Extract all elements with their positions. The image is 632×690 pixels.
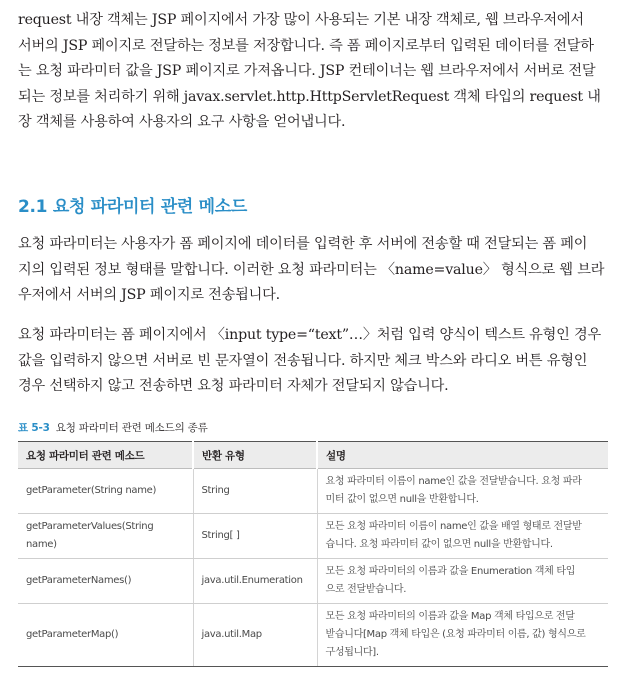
text-line: 요청 파라미터는 사용자가 폼 페이지에 데이터를 입력한 후 서버에 전송할 때 전달되는 폼 페이 [18,236,588,252]
description-cell: 모든 요청 파라미터의 이름과 값을 Enumeration 객체 타입 으로 전달받습니다. [317,559,608,604]
return-type-cell: String[ ] [193,514,317,559]
table-header-row [18,442,608,469]
header-description: 설명 [317,442,608,469]
section-heading: 2.1 요청 파라미터 관련 메소드 [18,197,248,217]
text-line: 되는 정보를 처리하기 위해 javax.servlet.http.HttpServletRequest 객체 타입의 request 내 [18,88,601,105]
table-caption-number: 표 5-3 [18,422,50,434]
description-cell: 요청 파라미터 이름이 name인 값을 전달받습니다. 요청 파라 미터 값이 없으면 null을 반환합니다. [317,469,608,514]
table-caption-text: 요청 파라미터 관련 메소드의 종류 [55,422,208,434]
text-line: request 내장 객체는 JSP 페이지에서 가장 많이 사용되는 기본 내장 객체로, 웹 브라우저에서 [18,12,584,28]
text-line: 요청 파라미터는 폼 페이지에서 〈input type=“text”…〉처럼 입력 양식이 텍스트 유형인 경우 [18,327,601,343]
text-line: 지의 입력된 정보 형태를 말합니다. 이러한 요청 파라미터는 〈name=value〉 형식으로 웹 브라 [18,261,605,278]
section-paragraph-1 [18,232,610,309]
text-line: 값을 입력하지 않으면 서버로 빈 문자열이 전송됩니다. 하지만 체크 박스와 라디오 버튼 유형인 [18,352,588,369]
method-cell: getParameterValues(String name) [18,514,193,559]
request-parameter-methods-table [18,441,608,667]
return-type-cell: String [193,469,317,514]
table-row [18,469,608,514]
method-cell: getParameter(String name) [18,469,193,514]
table-row [18,604,608,667]
text-line: 장 객체를 사용하여 사용자의 요구 사항을 얻어냅니다. [18,114,346,130]
description-cell: 모든 요청 파라미터 이름이 name인 값을 배열 형태로 전달받 습니다. 요청 파라미터 값이 없으면 null을 반환합니다. [317,514,608,559]
table-row [18,559,608,604]
table-row [18,514,608,559]
text-line: 는 요청 파라미터 값을 JSP 페이지로 가져옵니다. JSP 컨테이너는 웹 브라우저에서 서버로 전달 [18,63,596,79]
header-method: 요청 파라미터 관련 메소드 [18,442,193,469]
method-cell: getParameterMap() [18,604,193,667]
text-line: 경우 선택하지 않고 전송하면 요청 파라미터 자체가 전달되지 않습니다. [18,378,449,394]
return-type-cell: java.util.Enumeration [193,559,317,604]
method-cell: getParameterNames() [18,559,193,604]
return-type-cell: java.util.Map [193,604,317,667]
section-paragraph-2 [18,323,610,400]
text-line: 서버의 JSP 페이지로 전달하는 정보를 저장합니다. 즉 폼 페이지로부터 입력된 데이터를 전달하 [18,37,594,54]
table-caption [18,420,208,435]
text-line: 우저에서 서버의 JSP 페이지로 전송됩니다. [18,287,280,303]
header-return-type: 반환 유형 [193,442,317,469]
description-cell: 모든 요청 파라미터의 이름과 값을 Map 객체 타입으로 전달 받습니다[Map 객체 타입은 (요청 파라미터 이름, 값) 형식으로 구성됩니다]. [317,604,608,667]
intro-paragraph [18,8,610,136]
